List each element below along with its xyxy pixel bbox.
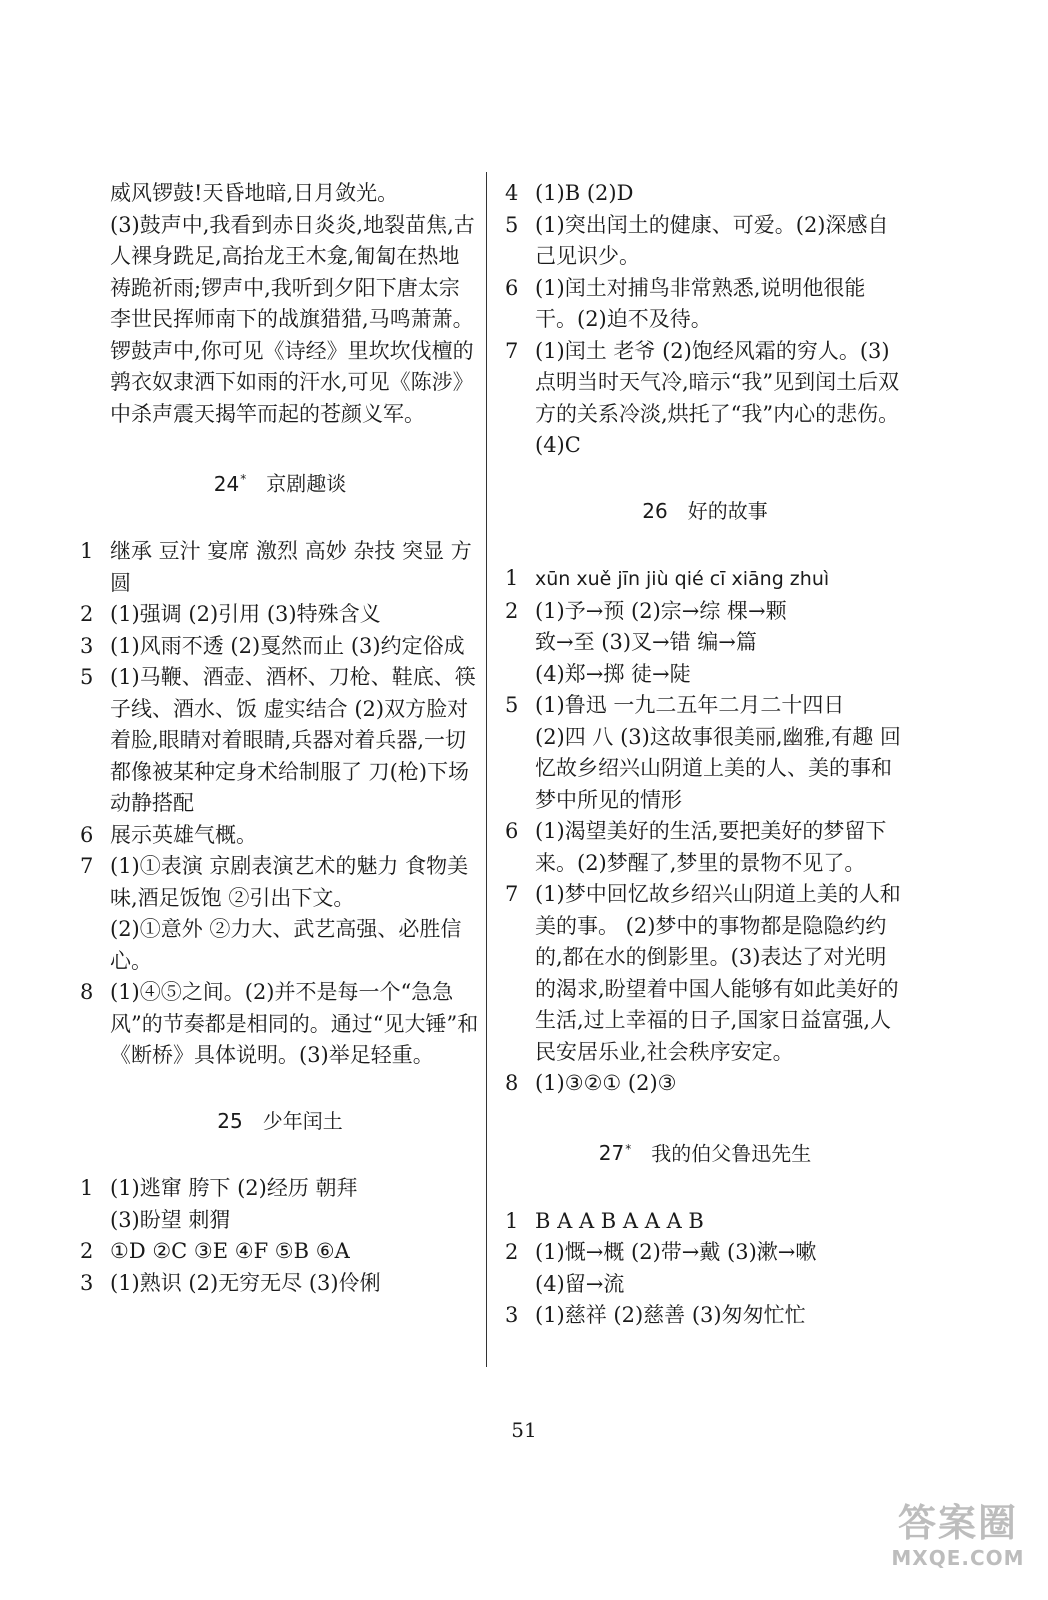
section-25-answers	[80, 1173, 480, 1299]
answer-item	[505, 1206, 905, 1238]
answer-text: xūn xuě jīn jiù qié cī xiāng zhuì	[535, 568, 830, 590]
answer-text: (1)④⑤之间。(2)并不是每一个“急急风”的节奏都是相同的。通过“见大锤”和《断桥》具体说明。(3)举足轻重。	[110, 980, 479, 1068]
answer-text: (1)突出闰土的健康、可爱。(2)深感自己见识少。	[535, 212, 889, 268]
answer-text: (3)盼望 刺猬	[110, 1207, 231, 1232]
answer-text: (1)强调 (2)引用 (3)特殊含义	[110, 602, 381, 627]
question-number: 2	[80, 1239, 94, 1264]
answer-item	[505, 1068, 905, 1100]
watermark-logo-text: 答案圈	[897, 1501, 1018, 1545]
answer-item	[505, 1269, 905, 1301]
section-title-26	[505, 496, 905, 528]
question-number: 5	[505, 693, 519, 717]
question-number: 3	[80, 1270, 94, 1295]
question-number: 1	[505, 566, 519, 590]
answer-text: (1)梦中回忆故乡绍兴山阴道上美的人和美的事。 (2)梦中的事物都是隐隐约约的,都在水的倒影里。(3)表达了对光明的渴求,盼望着中国人能够有如此美好的生活,过上幸福的日子,国家日益富强,人民安居乐业,社会秩序安定。	[535, 882, 901, 1064]
answer-item	[80, 536, 480, 599]
section-title-25	[80, 1106, 480, 1138]
answer-text: ①D ②C ③E ④F ⑤B ⑥A	[110, 1239, 350, 1264]
answer-text: (1)马鞭、酒壶、酒杯、刀枪、鞋底、筷子线、酒水、饭 虚实结合 (2)双方脸对着脸,眼睛对着眼睛,兵器对着兵器,一切都像被某种定身术给制服了 刀(枪)下场 动静搭配	[110, 665, 476, 816]
page-number: 51	[511, 1418, 537, 1442]
answer-text: (1)③②① (2)③	[535, 1071, 677, 1095]
answer-text: (2)①意外 ②力大、武艺高强、必胜信心。	[110, 917, 462, 973]
section-24-answers	[80, 536, 480, 1072]
answer-text: (1)闰土对捕鸟非常熟悉,说明他很能干。(2)迫不及待。	[535, 275, 866, 331]
answer-item	[80, 631, 480, 663]
answer-text: (1)熟识 (2)无穷无尽 (3)伶俐	[110, 1270, 381, 1295]
answer-item	[80, 977, 480, 1072]
answer-item	[505, 178, 905, 210]
question-number: 1	[505, 1208, 519, 1233]
answer-item	[505, 1300, 905, 1332]
question-number: 1	[80, 1176, 94, 1201]
question-number: 6	[80, 822, 94, 847]
answer-item	[80, 914, 480, 977]
question-number: 8	[80, 980, 94, 1005]
answer-item	[80, 851, 480, 914]
answer-item	[505, 659, 905, 691]
answer-text: (1)渴望美好的生活,要把美好的梦留下来。(2)梦醒了,梦里的景物不见了。	[535, 819, 887, 875]
question-number: 3	[505, 1303, 519, 1328]
answer-item	[505, 816, 905, 879]
answer-item	[505, 563, 905, 596]
question-number: 2	[80, 602, 94, 627]
answer-text: 致→至 (3)叉→错 编→篇	[535, 630, 757, 654]
answer-item	[80, 1173, 480, 1205]
answer-text: (4)留→流	[535, 1271, 625, 1296]
question-number: 6	[505, 275, 519, 300]
section-number: 24*	[213, 471, 247, 496]
column-divider	[486, 172, 487, 1367]
answer-text: (4)郑→掷 徒→陡	[535, 661, 691, 686]
answer-item	[80, 820, 480, 852]
answer-item	[505, 690, 905, 722]
answer-text: (1)慈祥 (2)慈善 (3)匆匆忙忙	[535, 1303, 806, 1328]
answer-text: 展示英雄气概。	[110, 822, 257, 847]
section-25-continued-answers	[505, 178, 905, 462]
question-number: 3	[80, 633, 94, 658]
answer-text: (1)风雨不透 (2)戛然而止 (3)约定俗成	[110, 633, 465, 658]
intro-line: 威风锣鼓!天昏地暗,日月敛光。	[110, 181, 399, 205]
answer-text: (1)①表演 京剧表演艺术的魅力 食物美味,酒足饭饱 ②引出下文。	[110, 854, 469, 910]
section-number: 27*	[598, 1141, 632, 1166]
answer-item	[80, 599, 480, 631]
question-number: 5	[505, 212, 519, 237]
section-number: 26	[642, 498, 668, 523]
question-number: 4	[505, 181, 519, 205]
question-number: 7	[505, 882, 519, 906]
right-column	[505, 178, 905, 1332]
question-number: 8	[505, 1071, 519, 1095]
question-number: 7	[80, 854, 94, 879]
answer-text: (1)予→预 (2)宗→综 棵→颗	[535, 598, 787, 623]
answer-item	[505, 273, 905, 336]
watermark-logo	[888, 1500, 1028, 1590]
question-number: 1	[80, 539, 94, 564]
section-26-answers	[505, 563, 905, 1100]
left-column	[80, 178, 480, 1299]
answer-item	[505, 336, 905, 462]
section-heading: 少年闰土	[262, 1108, 343, 1133]
section-number: 25	[217, 1108, 243, 1133]
answer-item	[80, 662, 480, 820]
answer-text: (1)B (2)D	[535, 181, 634, 205]
section-27-answers	[505, 1206, 905, 1332]
answer-item	[505, 596, 905, 628]
answer-item	[505, 879, 905, 1068]
watermark-domain: MXQE.COM	[891, 1546, 1025, 1570]
answer-text: B A A B A A A B	[535, 1208, 704, 1233]
question-number: 2	[505, 598, 519, 623]
answer-item	[505, 210, 905, 273]
answer-item	[80, 1268, 480, 1300]
answer-text: (2)四 八 (3)这故事很美丽,幽雅,有趣 回忆故乡绍兴山阴道上美的人、美的事和梦中所见的情形	[535, 724, 901, 812]
intro-line: (3)鼓声中,我看到赤日炎炎,地裂苗焦,古人裸身跣足,高抬龙王木龛,匍匐在热地祷跪祈雨;锣声中,我听到夕阳下唐太宗李世民挥师南下的战旗猎猎,马鸣萧萧。锣鼓声中,你可见《诗经》里坎坎伐檀的鹑衣奴隶洒下如雨的汗水,可见《陈涉》中杀声震天揭竿而起的苍颜义军。	[110, 212, 475, 426]
question-number: 2	[505, 1240, 519, 1265]
answer-item	[80, 1205, 480, 1237]
question-number: 5	[80, 665, 94, 690]
section-heading: 好的故事	[687, 498, 768, 523]
question-number: 6	[505, 819, 519, 843]
question-number: 7	[505, 338, 519, 363]
answer-text: (1)逃窜 胯下 (2)经历 朝拜	[110, 1176, 358, 1201]
answer-item	[80, 1236, 480, 1268]
answer-item	[505, 722, 905, 817]
section-title-24	[80, 464, 480, 500]
section-title-27	[505, 1134, 905, 1170]
answer-text: (1)慨→概 (2)带→戴 (3)漱→嗽	[535, 1240, 817, 1265]
answer-item	[505, 627, 905, 659]
section-heading: 我的伯父鲁迅先生	[651, 1141, 812, 1166]
section-heading: 京剧趣谈	[266, 471, 347, 496]
answer-text: (1)闰土 老爷 (2)饱经风霜的穷人。(3)点明当时天气冷,暗示“我”见到闰土后双方的关系冷淡,烘托了“我”内心的悲伤。(4)C	[535, 338, 900, 457]
answer-item	[505, 1237, 905, 1269]
answer-text: 继承 豆汁 宴席 激烈 高妙 杂技 突显 方圆	[110, 539, 472, 595]
answer-text: (1)鲁迅 一九二五年二月二十四日	[535, 693, 845, 717]
